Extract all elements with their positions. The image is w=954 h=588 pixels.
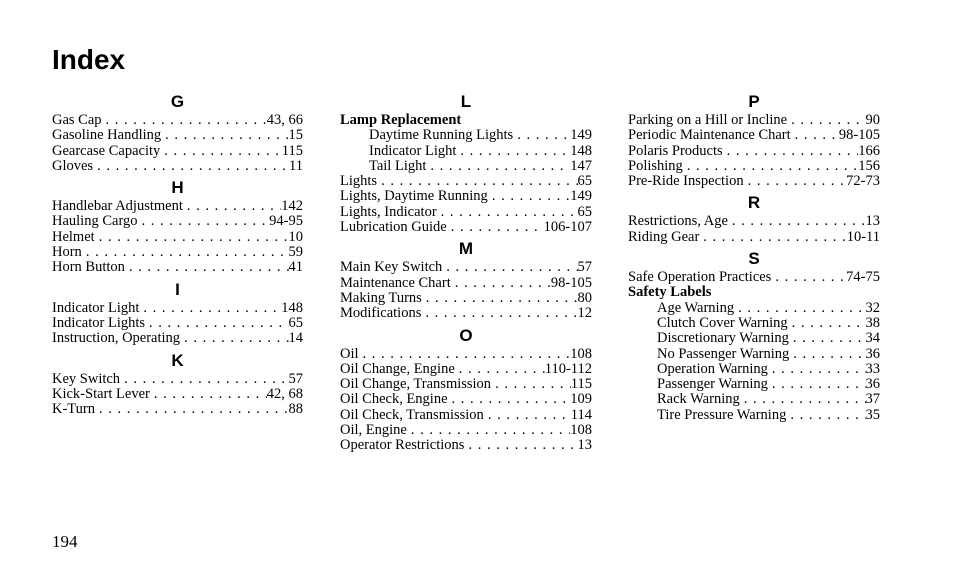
entry-page: 98-105 [838, 127, 880, 144]
dot-leader [789, 347, 865, 362]
entry-term: Indicator Lights [52, 314, 146, 331]
dot-leader [513, 128, 570, 143]
dot-leader [448, 392, 571, 407]
entry-term: Passenger Warning [657, 376, 768, 393]
entry-page: 115 [281, 142, 303, 159]
entry-term: Helmet [52, 228, 95, 245]
entry-page: 148 [570, 142, 592, 159]
entry-term: No Passenger Warning [657, 345, 790, 362]
dot-leader [447, 220, 544, 235]
entry-page: 38 [865, 314, 880, 331]
entry-page: 149 [570, 127, 592, 144]
entry-term: Polaris Products [628, 142, 723, 159]
entry-term: Discretionary Warning [657, 330, 789, 347]
dot-leader [82, 245, 289, 260]
entry-term: Tire Pressure Warning [657, 406, 787, 423]
index-entry [52, 214, 303, 229]
entry-page: 142 [281, 198, 303, 215]
dot-leader [150, 387, 267, 402]
entry-page: 149 [570, 188, 592, 205]
page-title: Index [52, 44, 126, 75]
dot-leader [180, 331, 288, 346]
entry-page: 10-11 [846, 228, 880, 245]
entry-page: 114 [570, 406, 592, 423]
entry-page: 74-75 [846, 269, 880, 286]
index-subentry [628, 301, 880, 316]
entry-term: Indicator Light [369, 142, 457, 159]
entry-page: 10 [288, 228, 303, 245]
dot-leader [744, 174, 847, 189]
entry-page: 148 [281, 299, 303, 316]
index-column-2 [340, 92, 592, 458]
entry-page: 32 [865, 299, 880, 316]
index-entry [52, 128, 303, 143]
index-entry [340, 438, 592, 453]
index-section-s [628, 249, 880, 423]
index-entry [628, 128, 880, 143]
entry-term: Gearcase Capacity [52, 142, 161, 159]
index-entry [52, 372, 303, 387]
entry-page: 13 [865, 213, 880, 230]
section-letter: P [748, 92, 760, 111]
entry-term: Age Warning [657, 299, 735, 316]
dot-leader [160, 144, 281, 159]
dot-leader [728, 214, 866, 229]
entry-page: 33 [865, 360, 880, 377]
entry-term: Modifications [340, 305, 422, 322]
entry-term: Gas Cap [52, 112, 102, 128]
entry-term: Lights, Daytime Running [340, 188, 488, 205]
index-entry [628, 159, 880, 174]
entry-page: 109 [570, 391, 592, 408]
section-letter: H [171, 178, 184, 198]
entry-page: 90 [865, 112, 880, 128]
dot-leader [683, 159, 858, 174]
entry-page: 57 [288, 370, 303, 387]
dot-leader [421, 306, 577, 321]
dot-leader [120, 372, 288, 387]
entry-page: 35 [865, 406, 880, 423]
index-entry [340, 423, 592, 438]
dot-leader [484, 408, 571, 423]
entry-term: Horn Button [52, 259, 125, 276]
index-entry [340, 392, 592, 407]
section-letter: I [175, 279, 180, 299]
index-section-m [340, 239, 592, 321]
entry-term: Safe Operation Practices [628, 269, 772, 286]
entry-page: 65 [288, 314, 303, 331]
entry-page: 147 [570, 157, 592, 174]
entry-page: 110-112 [544, 360, 592, 377]
entry-term: Pre-Ride Inspection [628, 173, 744, 190]
dot-leader [442, 260, 577, 275]
index-entry [340, 291, 592, 306]
index-section-o [340, 326, 592, 454]
entry-term: Handlebar Adjustment [52, 198, 183, 215]
index-entry [340, 220, 592, 235]
entry-term: Key Switch [52, 370, 121, 387]
dot-leader [422, 291, 578, 306]
dot-leader [791, 128, 839, 143]
index-section-i [52, 280, 303, 347]
index-entry [52, 199, 303, 214]
entry-term: Oil Check, Transmission [340, 406, 484, 423]
index-subentry [340, 144, 592, 159]
index-entry [628, 174, 880, 189]
dot-leader [426, 159, 570, 174]
entry-page: 115 [570, 376, 592, 393]
section-letter: M [458, 239, 474, 259]
entry-term: Polishing [628, 157, 683, 174]
entry-page: 72-73 [846, 173, 880, 190]
index-entry [52, 159, 303, 174]
dot-leader [787, 113, 865, 128]
entry-term: Restrictions, Age [628, 213, 728, 230]
entry-term: Main Key Switch [340, 259, 443, 276]
index-subentry [628, 377, 880, 392]
entry-term: Parking on a Hill or Incline [628, 112, 788, 128]
index-entry [340, 408, 592, 423]
entry-page: 166 [858, 142, 880, 159]
entry-page: 156 [858, 157, 880, 174]
dot-leader [788, 316, 866, 331]
dot-leader [139, 301, 281, 316]
entry-term: Oil Change, Engine [340, 360, 455, 377]
index-subentry [628, 362, 880, 377]
dot-leader [455, 362, 545, 377]
section-letter: R [747, 193, 761, 213]
entry-term: Safety Labels [628, 284, 712, 301]
entry-term: Oil Check, Engine [340, 391, 448, 408]
dot-leader [145, 316, 288, 331]
index-entry [340, 276, 592, 291]
index-section-g [52, 92, 303, 174]
entry-term: Instruction, Operating [52, 330, 181, 347]
dot-leader [734, 301, 865, 316]
entry-term: Kick-Start Lever [52, 385, 150, 402]
dot-leader [464, 438, 577, 453]
index-entry [340, 260, 592, 275]
dot-leader [456, 144, 570, 159]
entry-page: 12 [577, 305, 592, 322]
index-entry [52, 260, 303, 275]
entry-term: Lights [340, 173, 378, 190]
dot-leader [768, 377, 866, 392]
index-section-k [52, 351, 303, 418]
index-subentry [628, 408, 880, 423]
index-section-h [52, 178, 303, 275]
dot-leader [437, 205, 578, 220]
index-entry [340, 189, 592, 204]
index-entry [52, 402, 303, 417]
dot-leader [161, 128, 288, 143]
index-subentry [628, 347, 880, 362]
entry-page: 14 [288, 330, 303, 347]
entry-term: Rack Warning [657, 391, 740, 408]
index-entry [52, 113, 303, 128]
section-letter: L [460, 92, 472, 111]
section-letter: G [170, 92, 185, 111]
entry-term: Oil Change, Transmission [340, 376, 492, 393]
index-column-1 [52, 92, 303, 421]
section-letter: S [748, 249, 760, 269]
entry-page: 43, 66 [266, 112, 303, 128]
entry-page: 65 [577, 173, 592, 190]
index-entry [628, 214, 880, 229]
entry-term: Daytime Running Lights [369, 127, 514, 144]
entry-page: 11 [289, 157, 303, 174]
entry-page: 15 [288, 127, 303, 144]
dot-leader [93, 159, 289, 174]
index-entry [628, 270, 880, 285]
entry-page: 13 [577, 437, 592, 454]
dot-leader [723, 144, 859, 159]
index-entry [340, 306, 592, 321]
index-entry [52, 230, 303, 245]
index-entry [340, 174, 592, 189]
index-entry [52, 301, 303, 316]
index-entry [340, 205, 592, 220]
index-entry [340, 362, 592, 377]
entry-term: Riding Gear [628, 228, 700, 245]
entry-term: Operator Restrictions [340, 437, 465, 454]
entry-page: 34 [865, 330, 880, 347]
dot-leader [451, 276, 551, 291]
entry-page: 94-95 [269, 213, 303, 230]
index-entry [340, 347, 592, 362]
index-section-l [340, 92, 592, 235]
entry-page: 80 [577, 289, 592, 306]
dot-leader [377, 174, 577, 189]
dot-leader [491, 377, 571, 392]
entry-page: 41 [288, 259, 303, 276]
index-subentry [340, 159, 592, 174]
entry-page: 108 [570, 422, 592, 439]
index-entry [628, 144, 880, 159]
entry-page: 36 [865, 376, 880, 393]
entry-term: Horn [52, 244, 82, 261]
entry-term: Lights, Indicator [340, 203, 437, 220]
entry-page: 42, 68 [266, 385, 303, 402]
section-letter: K [171, 350, 184, 370]
index-entry [628, 230, 880, 245]
dot-leader [789, 331, 866, 346]
index-entry [628, 113, 880, 128]
index-subentry [628, 392, 880, 407]
entry-page: 59 [288, 244, 303, 261]
index-entry [52, 245, 303, 260]
index-heading [340, 113, 592, 128]
index-entry [340, 377, 592, 392]
entry-term: Oil, Engine [340, 422, 407, 439]
entry-term: Gasoline Handling [52, 127, 162, 144]
dot-leader [699, 230, 846, 245]
dot-leader [771, 270, 846, 285]
index-heading [628, 285, 880, 300]
entry-term: Clutch Cover Warning [657, 314, 788, 331]
dot-leader [786, 408, 865, 423]
entry-term: Indicator Light [52, 299, 140, 316]
index-subentry [340, 128, 592, 143]
entry-term: Maintenance Chart [340, 274, 451, 291]
entry-term: Oil [340, 345, 359, 362]
page-number: 194 [52, 532, 78, 551]
dot-leader [359, 347, 571, 362]
index-column-3 [628, 92, 880, 427]
dot-leader [125, 260, 289, 275]
section-letter: O [459, 325, 473, 345]
entry-page: 98-105 [550, 274, 592, 291]
entry-term: Operation Warning [657, 360, 768, 377]
entry-term: Making Turns [340, 289, 422, 306]
index-section-p [628, 92, 880, 189]
entry-page: 88 [288, 401, 303, 418]
entry-term: Lamp Replacement [340, 112, 462, 128]
dot-leader [488, 189, 570, 204]
dot-leader [740, 392, 866, 407]
index-subentry [628, 316, 880, 331]
dot-leader [407, 423, 570, 438]
dot-leader [768, 362, 866, 377]
dot-leader [183, 199, 281, 214]
dot-leader [95, 230, 289, 245]
entry-page: 106-107 [543, 219, 592, 236]
index-entry [52, 144, 303, 159]
index-entry [52, 387, 303, 402]
entry-term: K-Turn [52, 401, 95, 418]
entry-term: Gloves [52, 157, 94, 174]
index-entry [52, 316, 303, 331]
entry-term: Periodic Maintenance Chart [628, 127, 791, 144]
entry-term: Tail Light [369, 157, 427, 174]
index-entry [52, 331, 303, 346]
dot-leader [138, 214, 270, 229]
entry-page: 37 [865, 391, 880, 408]
entry-page: 36 [865, 345, 880, 362]
entry-term: Lubrication Guide [340, 219, 447, 236]
entry-page: 108 [570, 345, 592, 362]
entry-term: Hauling Cargo [52, 213, 138, 230]
dot-leader [95, 402, 289, 417]
entry-page: 65 [577, 203, 592, 220]
entry-page: 57 [577, 259, 592, 276]
dot-leader [102, 113, 267, 128]
index-section-r [628, 193, 880, 245]
index-subentry [628, 331, 880, 346]
